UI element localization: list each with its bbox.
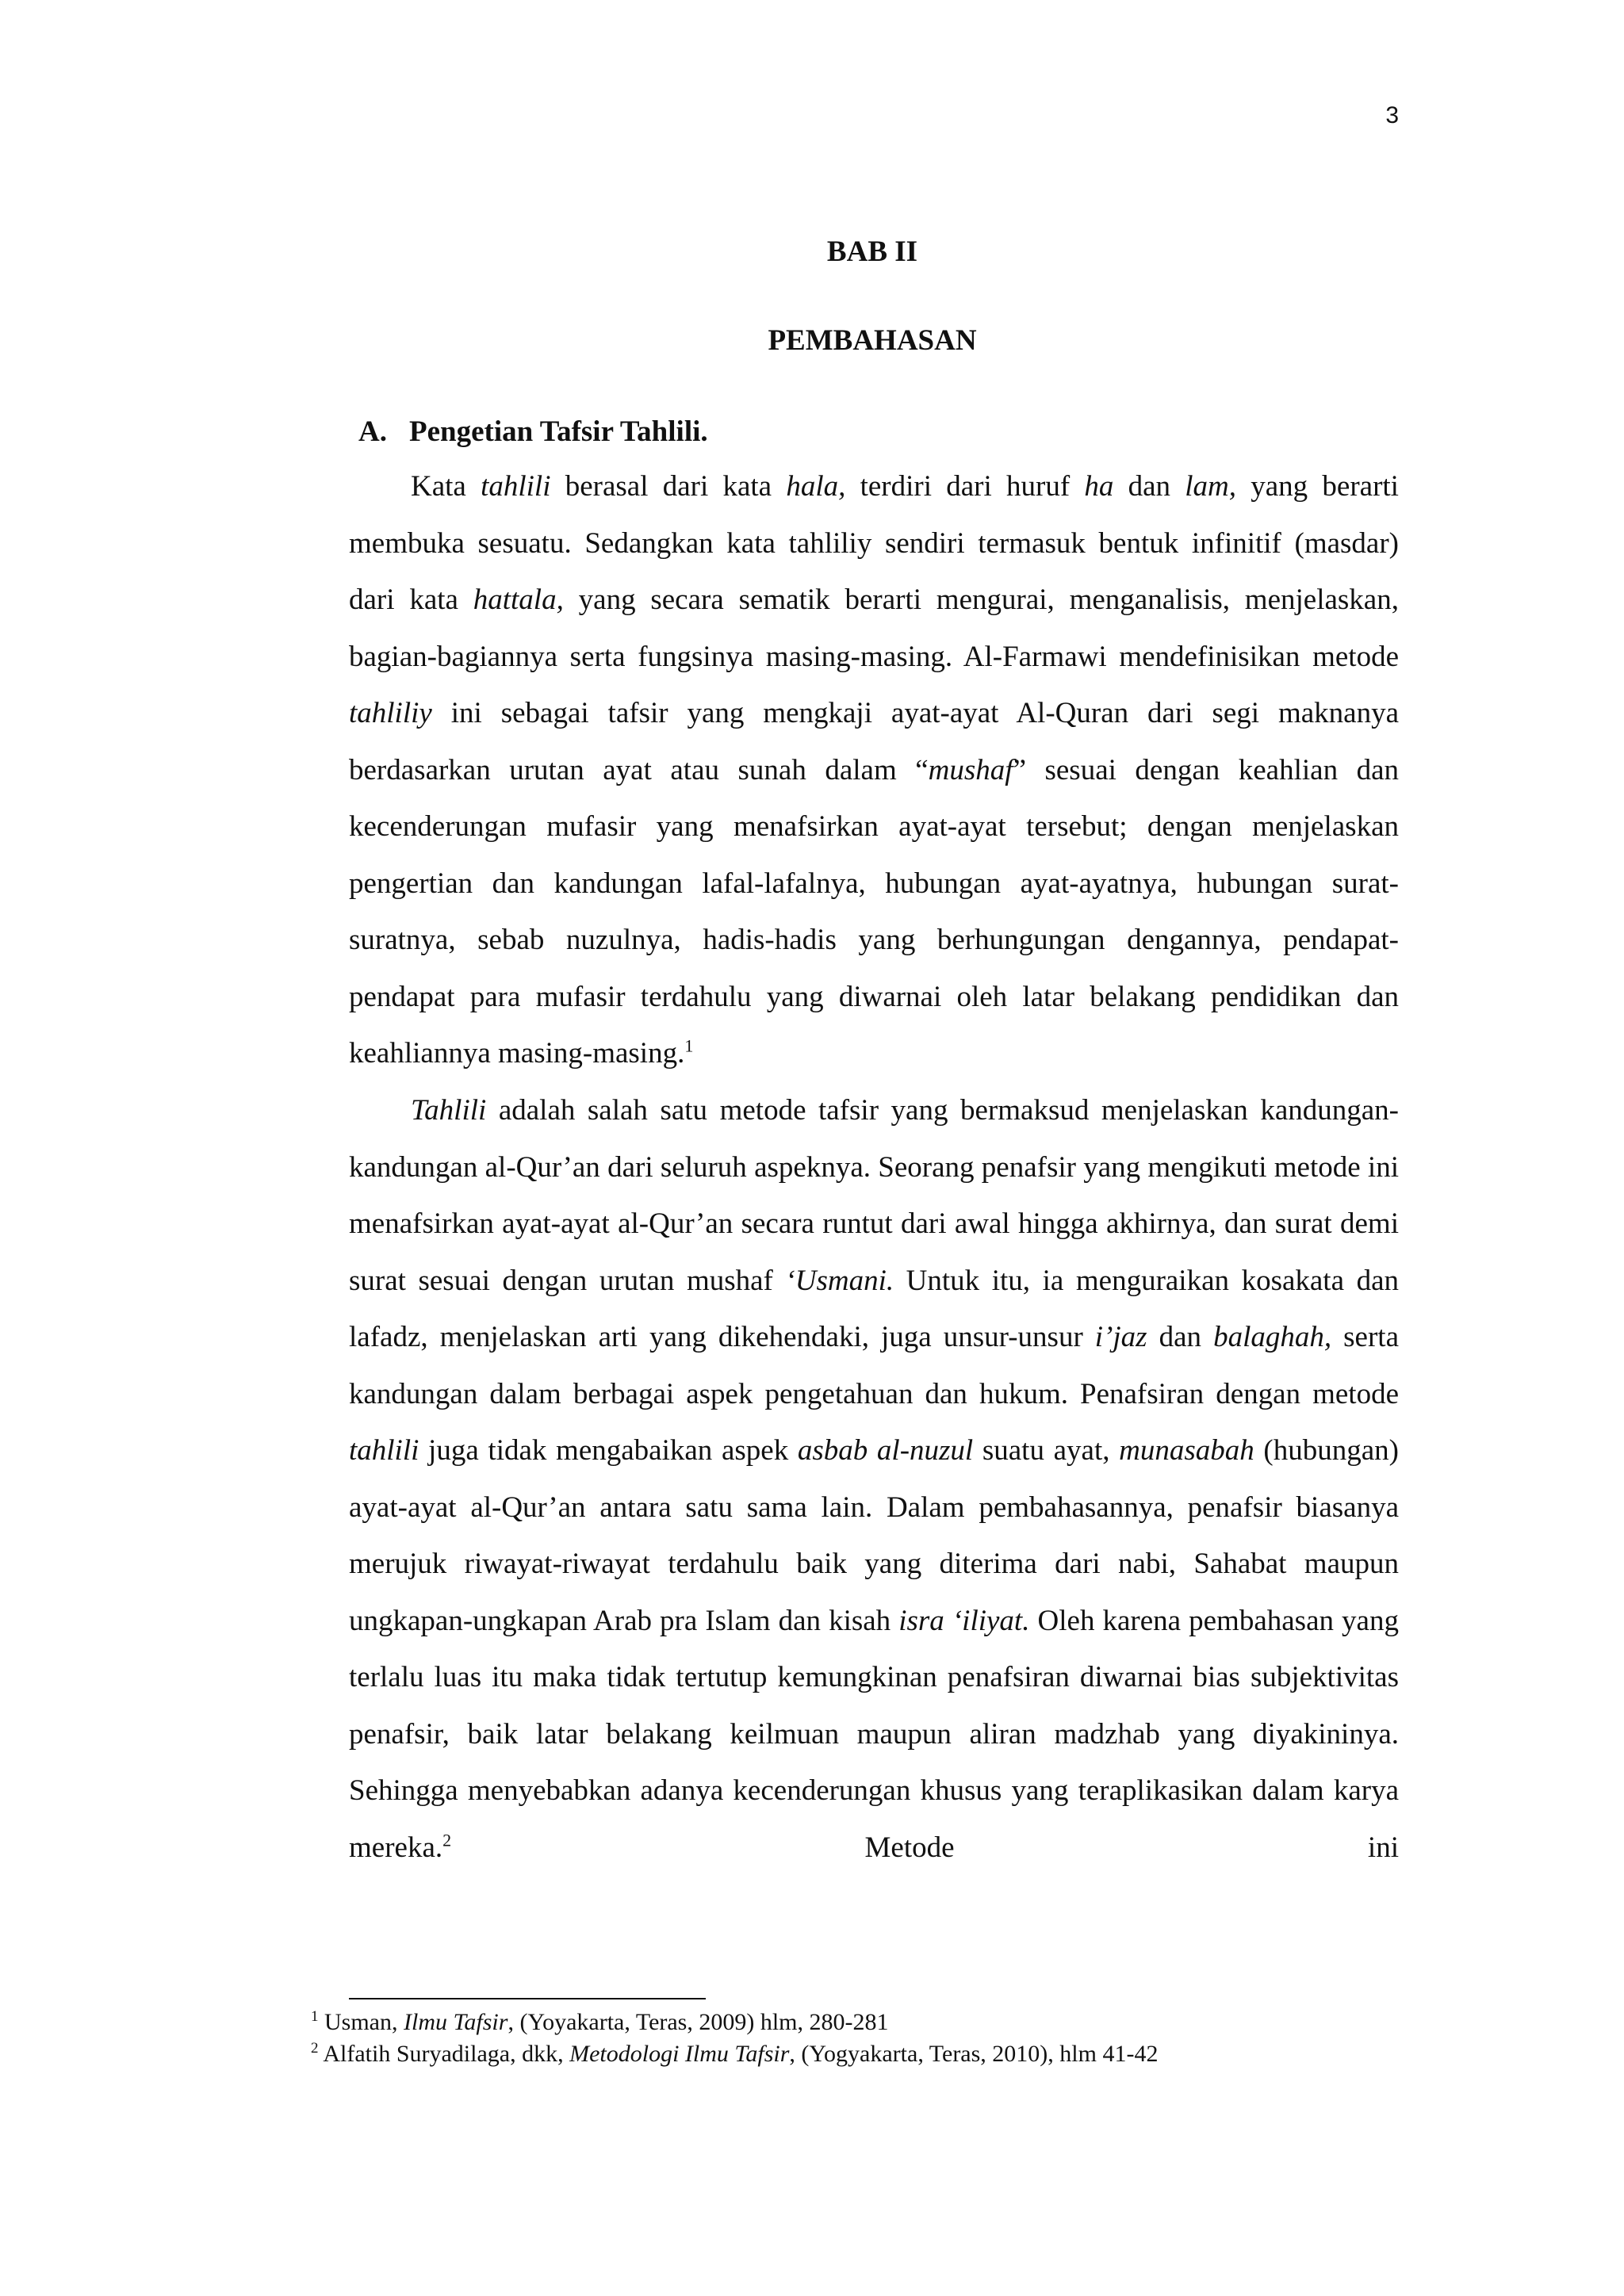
section-heading bbox=[358, 415, 708, 450]
section-heading-text: Pengetian Tafsir Tahlili. bbox=[409, 415, 708, 448]
text-run: yang berarti membuka sesuatu. Sedangkan kata tahliliy sendiri termasuk bentuk infinitif (masdar) dari kata bbox=[349, 470, 1399, 616]
italic-term: ‘Usmani. bbox=[785, 1264, 894, 1297]
text-run: adalah salah satu metode tafsir yang bermaksud menjelaskan kandungan-kandungan al-Qur’an dari seluruh aspeknya. Seorang penafsir yang mengikuti metode ini menafsirkan ayat-ayat al-Qur’an secara runtut dari awal hingga akhirnya, dan surat demi surat sesuai dengan urutan mushaf bbox=[349, 1094, 1399, 1297]
footnote-number: 1 bbox=[311, 2008, 319, 2025]
chapter-heading: BAB II bbox=[826, 235, 918, 268]
text-run: (hubungan) ayat-ayat al-Qur’an antara satu sama lain. Dalam pembahasannya, penafsir biasanya merujuk riwayat-riwayat terdahulu baik yang diterima dari nabi, Sahabat maupun ungkapan-ungkapan Arab pra Islam dan kisah bbox=[349, 1434, 1399, 1637]
italic-term: Tahlili bbox=[411, 1094, 487, 1127]
text-run: yang secara sematik berarti mengurai, menganalisis, menjelaskan, bagian-bagiannya serta fungsinya masing-masing. Al-Farmawi mendefinisikan metode bbox=[349, 584, 1399, 673]
italic-term: lam, bbox=[1185, 470, 1237, 503]
footnote-text: , (Yoyakarta, Teras, 2009) hlm, 280-281 bbox=[508, 2009, 889, 2035]
footnote-text: Usman, bbox=[318, 2009, 404, 2035]
text-run: dan bbox=[1113, 470, 1185, 503]
italic-term: asbab al-nuzul bbox=[797, 1434, 974, 1467]
text-run: dan bbox=[1147, 1321, 1214, 1353]
text-run: berasal dari kata bbox=[550, 470, 787, 503]
footnote-title: Metodologi Ilmu Tafsir bbox=[569, 2041, 790, 2067]
text-run: Metode ini bbox=[451, 1831, 1399, 1864]
section-letter: A. bbox=[358, 415, 387, 448]
italic-term: ha bbox=[1084, 470, 1114, 503]
footnote-ref-1: 1 bbox=[684, 1035, 694, 1056]
text-run: Kata bbox=[411, 470, 481, 503]
footnote-number: 2 bbox=[311, 2040, 319, 2057]
text-run: Oleh karena pembahasan yang terlalu luas itu maka tidak tertutup kemungkinan penafsiran diwarnai bias subjektivitas penafsir, baik latar belakang keilmuan maupun aliran madzhab yang diyakininya. Sehingga menyebabkan adanya kecenderungan khusus yang teraplikasikan dalam karya mereka. bbox=[349, 1604, 1399, 1864]
text-run: terdiri dari huruf bbox=[845, 470, 1085, 503]
text-run: Untuk itu, ia menguraikan kosakata dan lafadz, menjelaskan arti yang dikehendaki, juga unsur-unsur bbox=[349, 1264, 1399, 1353]
chapter-title: PEMBAHASAN bbox=[768, 324, 977, 357]
page-number: 3 bbox=[1385, 102, 1399, 128]
italic-term: mushaf bbox=[928, 753, 1013, 786]
footnote-separator bbox=[349, 1998, 706, 1999]
italic-term: i’jaz bbox=[1094, 1321, 1147, 1353]
text-run: ini sebagai tafsir yang mengkaji ayat-ayat Al-Quran dari segi maknanya berdasarkan urutan ayat atau sunah dalam “ bbox=[349, 697, 1399, 786]
text-run: juga tidak mengabaikan aspek bbox=[419, 1434, 798, 1467]
italic-term: hattala, bbox=[473, 584, 564, 616]
footnote-text: , (Yogyakarta, Teras, 2010), hlm 41-42 bbox=[789, 2041, 1159, 2067]
text-run: serta kandungan dalam berbagai aspek pengetahuan dan hukum. Penafsiran dengan metode bbox=[349, 1321, 1399, 1410]
italic-term: tahlili bbox=[349, 1434, 419, 1467]
footnote-ref-2: 2 bbox=[442, 1830, 452, 1850]
italic-term: isra ‘iliyat. bbox=[898, 1604, 1030, 1637]
text-run: ” sesuai dengan keahlian dan kecenderungan mufasir yang menafsirkan ayat-ayat tersebut; dengan menjelaskan pengertian dan kandungan lafal-lafalnya, hubungan ayat-ayatnya, hubungan surat-suratnya, sebab nuzulnya, hadis-hadis yang berhungungan dengannya, pendapat-pendapat para mufasir terdahulu yang diwarnai oleh latar belakang pendidikan dan keahliannya masing-masing. bbox=[349, 753, 1399, 1070]
text-run: suatu ayat, bbox=[973, 1434, 1120, 1467]
italic-term: tahlili bbox=[481, 470, 551, 503]
footnote-title: Ilmu Tafsir bbox=[404, 2009, 508, 2035]
footnote-1 bbox=[311, 2007, 1405, 2038]
italic-term: balaghah, bbox=[1213, 1321, 1332, 1353]
footnote-text: Alfatih Suryadilaga, dkk, bbox=[318, 2041, 570, 2067]
paragraph-tahlili-method bbox=[349, 1082, 1399, 1876]
paragraph-tahlili-definition bbox=[349, 458, 1399, 1082]
italic-term: tahliliy bbox=[349, 697, 432, 729]
italic-term: munasabah bbox=[1119, 1434, 1254, 1467]
footnotes bbox=[311, 2007, 1405, 2070]
italic-term: hala, bbox=[786, 470, 846, 503]
footnote-2 bbox=[311, 2038, 1405, 2070]
